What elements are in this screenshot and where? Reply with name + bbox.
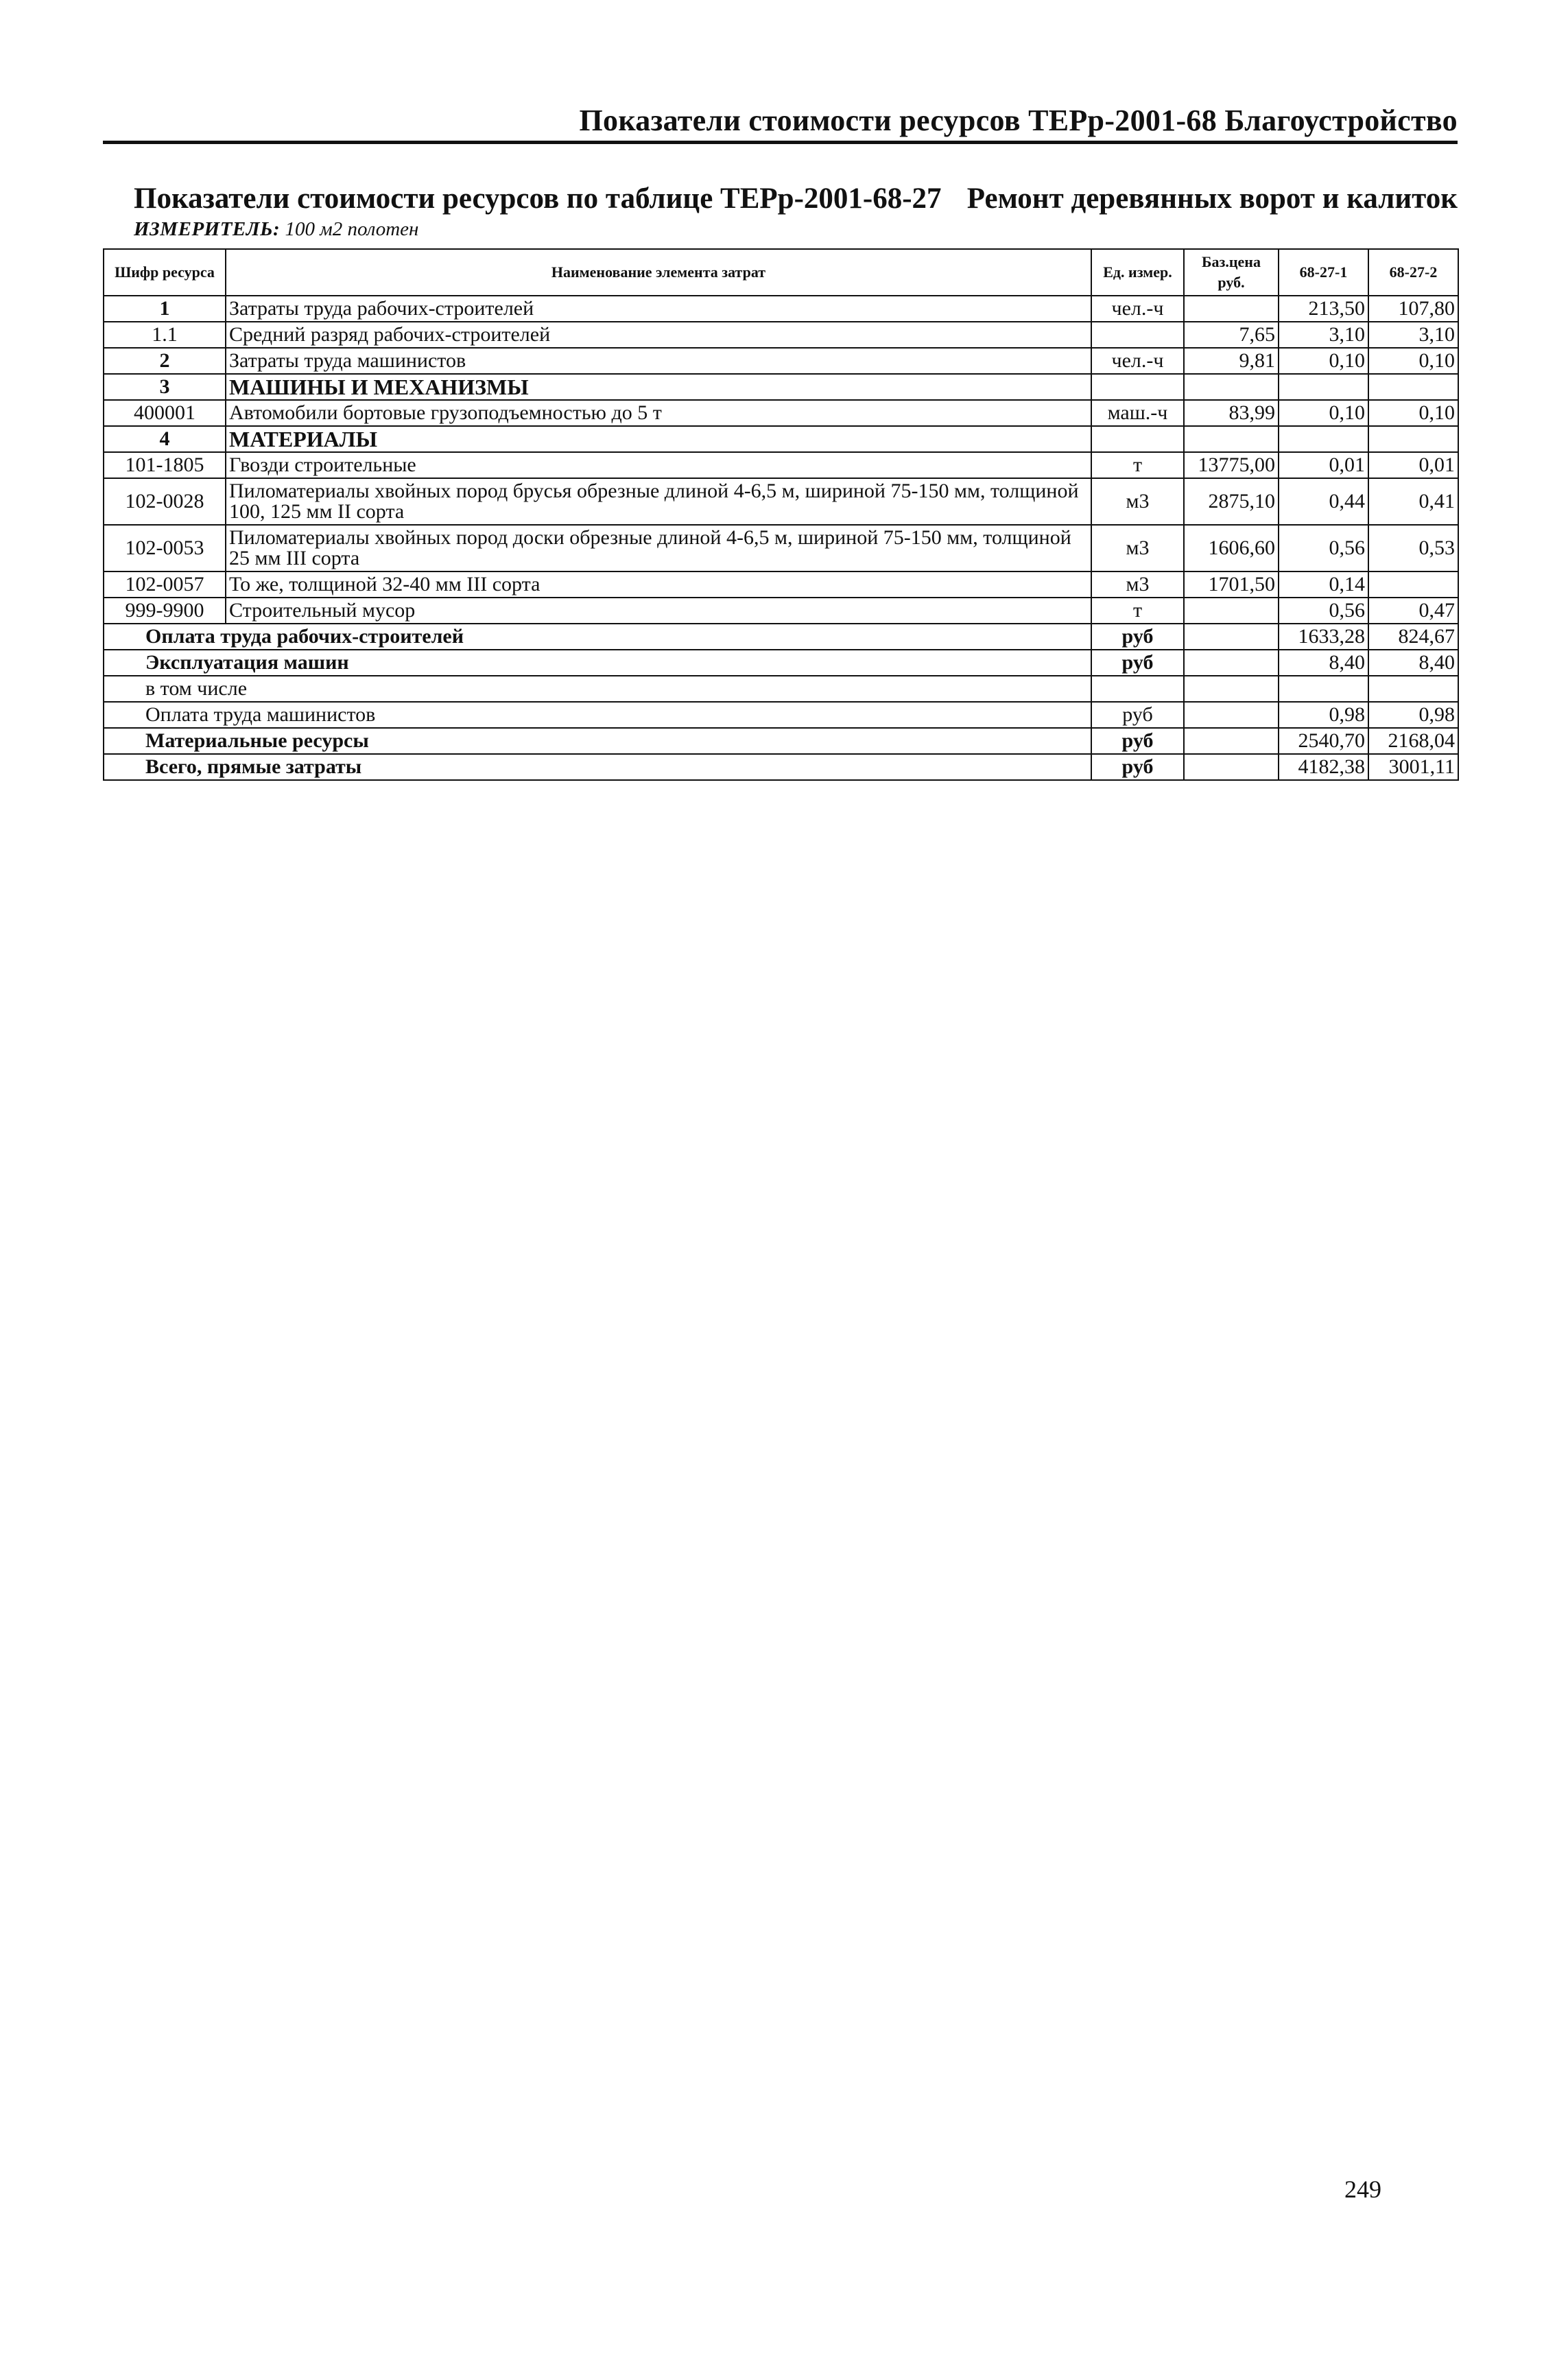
table-subject: Ремонт деревянных ворот и калиток (966, 182, 1458, 215)
table-row (104, 598, 1458, 624)
cell-unit: т (1091, 452, 1184, 478)
cell-unit: м3 (1091, 478, 1184, 525)
cell-name: Затраты труда рабочих-строителей (226, 296, 1091, 322)
cell-v2 (1368, 374, 1458, 400)
summary-price (1184, 728, 1279, 754)
summary-v2: 0,98 (1368, 702, 1458, 728)
cell-unit: чел.-ч (1091, 348, 1184, 374)
cell-name: Гвозди строительные (226, 452, 1091, 478)
section-title: МАТЕРИАЛЫ (226, 426, 1091, 452)
summary-label: Всего, прямые затраты (104, 754, 1091, 780)
summary-v1: 2540,70 (1279, 728, 1368, 754)
table-title: Показатели стоимости ресурсов по таблице ТЕРр-2001-68-27 (134, 182, 942, 215)
measure-unit-value: 100 м2 полотен (285, 218, 419, 240)
cell-v2: 107,80 (1368, 296, 1458, 322)
cell-v2: 0,53 (1368, 525, 1458, 571)
cell-code: 102-0053 (104, 525, 226, 571)
cell-unit (1091, 322, 1184, 348)
cell-v2: 0,41 (1368, 478, 1458, 525)
cell-v1: 0,56 (1279, 598, 1368, 624)
summary-v2: 8,40 (1368, 650, 1458, 676)
table-row (104, 452, 1458, 478)
summary-row (104, 676, 1458, 702)
summary-row (104, 754, 1458, 780)
summary-row (104, 728, 1458, 754)
table-heading (134, 182, 1458, 215)
summary-v1: 1633,28 (1279, 624, 1368, 650)
resource-cost-table (103, 248, 1459, 781)
table-row (104, 348, 1458, 374)
summary-label: Эксплуатация машин (104, 650, 1091, 676)
measure-unit-label: ИЗМЕРИТЕЛЬ: (134, 218, 281, 240)
summary-unit: руб (1091, 624, 1184, 650)
summary-v1: 4182,38 (1279, 754, 1368, 780)
cell-price (1184, 598, 1279, 624)
cell-v1: 3,10 (1279, 322, 1368, 348)
cell-unit: м3 (1091, 525, 1184, 571)
cell-unit: маш.-ч (1091, 400, 1184, 426)
cell-v2 (1368, 571, 1458, 598)
measure-unit (134, 218, 418, 241)
summary-price (1184, 676, 1279, 702)
col-header-name: Наименование элемента затрат (226, 249, 1091, 296)
summary-unit: руб (1091, 702, 1184, 728)
section-row (104, 426, 1458, 452)
summary-price (1184, 624, 1279, 650)
cell-price: 13775,00 (1184, 452, 1279, 478)
table-row (104, 400, 1458, 426)
col-header-price: Баз.цена руб. (1184, 249, 1279, 296)
cell-price (1184, 426, 1279, 452)
summary-unit (1091, 676, 1184, 702)
summary-price (1184, 702, 1279, 728)
cell-price: 2875,10 (1184, 478, 1279, 525)
running-header: Показатели стоимости ресурсов ТЕРр-2001-68 Благоустройство (103, 103, 1458, 144)
cell-v1: 0,44 (1279, 478, 1368, 525)
cell-v1 (1279, 426, 1368, 452)
cell-name: Пиломатериалы хвойных пород брусья обрезные длиной 4-6,5 м, шириной 75-150 мм, толщиной 100, 125 мм II сорта (226, 478, 1091, 525)
cell-name: То же, толщиной 32-40 мм III сорта (226, 571, 1091, 598)
cell-price: 7,65 (1184, 322, 1279, 348)
cell-name: Затраты труда машинистов (226, 348, 1091, 374)
summary-v2: 3001,11 (1368, 754, 1458, 780)
cell-name: Строительный мусор (226, 598, 1091, 624)
cell-price: 83,99 (1184, 400, 1279, 426)
summary-label: Материальные ресурсы (104, 728, 1091, 754)
summary-v1: 8,40 (1279, 650, 1368, 676)
table-row (104, 525, 1458, 571)
cell-name: Пиломатериалы хвойных пород доски обрезные длиной 4-6,5 м, шириной 75-150 мм, толщиной 25 мм III сорта (226, 525, 1091, 571)
cell-price: 1606,60 (1184, 525, 1279, 571)
cell-code: 101-1805 (104, 452, 226, 478)
cell-v1: 0,01 (1279, 452, 1368, 478)
cell-v1: 0,10 (1279, 348, 1368, 374)
table-row (104, 478, 1458, 525)
cell-v1: 0,10 (1279, 400, 1368, 426)
cell-v1 (1279, 374, 1368, 400)
cell-price: 9,81 (1184, 348, 1279, 374)
cell-v2: 0,10 (1368, 348, 1458, 374)
cell-name: Средний разряд рабочих-строителей (226, 322, 1091, 348)
cell-code: 102-0028 (104, 478, 226, 525)
summary-row (104, 624, 1458, 650)
summary-unit: руб (1091, 650, 1184, 676)
summary-row (104, 650, 1458, 676)
summary-row (104, 702, 1458, 728)
cell-v1: 213,50 (1279, 296, 1368, 322)
cell-code: 1 (104, 296, 226, 322)
col-header-code: Шифр ресурса (104, 249, 226, 296)
cell-code: 4 (104, 426, 226, 452)
cell-unit: чел.-ч (1091, 296, 1184, 322)
col-header-68-27-2: 68-27-2 (1368, 249, 1458, 296)
cell-v2: 0,10 (1368, 400, 1458, 426)
summary-unit: руб (1091, 728, 1184, 754)
cell-v2: 3,10 (1368, 322, 1458, 348)
summary-price (1184, 754, 1279, 780)
cell-v1: 0,56 (1279, 525, 1368, 571)
cell-price (1184, 296, 1279, 322)
page-number: 249 (1344, 2176, 1381, 2203)
cell-unit: т (1091, 598, 1184, 624)
cell-name: Автомобили бортовые грузоподъемностью до 5 т (226, 400, 1091, 426)
summary-v1 (1279, 676, 1368, 702)
summary-v2: 824,67 (1368, 624, 1458, 650)
summary-price (1184, 650, 1279, 676)
summary-label: Оплата труда машинистов (104, 702, 1091, 728)
summary-unit: руб (1091, 754, 1184, 780)
cell-unit (1091, 426, 1184, 452)
cell-code: 400001 (104, 400, 226, 426)
table-header-row (104, 249, 1458, 296)
cell-price (1184, 374, 1279, 400)
cell-code: 102-0057 (104, 571, 226, 598)
cell-unit (1091, 374, 1184, 400)
cell-unit: м3 (1091, 571, 1184, 598)
col-header-68-27-1: 68-27-1 (1279, 249, 1368, 296)
summary-label: Оплата труда рабочих-строителей (104, 624, 1091, 650)
section-row (104, 374, 1458, 400)
cell-code: 2 (104, 348, 226, 374)
section-title: МАШИНЫ И МЕХАНИЗМЫ (226, 374, 1091, 400)
col-header-unit: Ед. измер. (1091, 249, 1184, 296)
cell-price: 1701,50 (1184, 571, 1279, 598)
cell-v1: 0,14 (1279, 571, 1368, 598)
cell-v2 (1368, 426, 1458, 452)
cell-code: 999-9900 (104, 598, 226, 624)
table-row (104, 571, 1458, 598)
summary-v2: 2168,04 (1368, 728, 1458, 754)
summary-v1: 0,98 (1279, 702, 1368, 728)
summary-v2 (1368, 676, 1458, 702)
table-row (104, 322, 1458, 348)
table-row (104, 296, 1458, 322)
cell-code: 3 (104, 374, 226, 400)
cell-v2: 0,01 (1368, 452, 1458, 478)
cell-code: 1.1 (104, 322, 226, 348)
summary-label: в том числе (104, 676, 1091, 702)
cell-v2: 0,47 (1368, 598, 1458, 624)
